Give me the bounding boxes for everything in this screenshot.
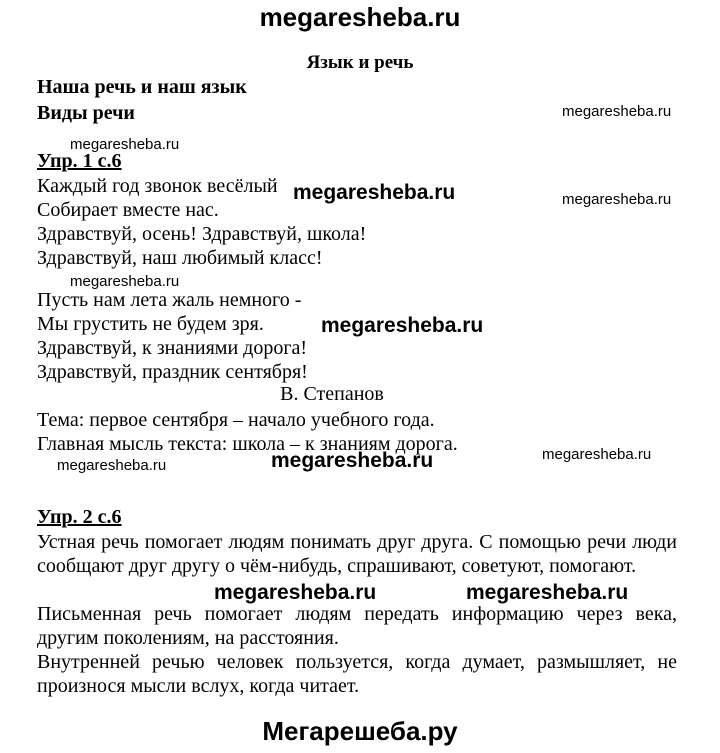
poem-line: Здравствуй, осень! Здравствуй, школа! <box>37 223 367 245</box>
exercise-2-heading: Упр. 2 с.6 <box>37 506 122 528</box>
subtitle-speech-types: Виды речи <box>37 102 135 124</box>
watermark-small: megaresheba.ru <box>57 457 167 474</box>
exercise-1-heading: Упр. 1 с.6 <box>37 150 122 172</box>
poem-line: Здравствуй, наш любимый класс! <box>37 247 323 269</box>
watermark-big: megaresheba.ru <box>293 181 456 204</box>
poem-line: Мы грустить не будем зря. <box>37 313 264 335</box>
watermark-small: megaresheba.ru <box>562 191 672 208</box>
watermark-big: megaresheba.ru <box>466 581 629 604</box>
watermark-big: megaresheba.ru <box>271 449 434 472</box>
watermark-small: megaresheba.ru <box>562 103 672 120</box>
watermark-big: megaresheba.ru <box>214 581 377 604</box>
poem-line: Собирает вместе нас. <box>37 199 219 221</box>
poem-line: Каждый год звонок весёлый <box>37 175 278 197</box>
section-title: Язык и речь <box>306 52 414 73</box>
poem-line: Здравствуй, праздник сентября! <box>37 361 308 383</box>
paragraph-oral-speech: Устная речь помогает людям понимать друг друга. С помощью речи люди сообщают друг другу о чём-нибудь, спрашивают, советуют, помогают. <box>37 531 677 577</box>
site-header: megaresheba.ru <box>259 2 461 32</box>
site-footer: Мегарешеба.ру <box>262 716 458 746</box>
watermark-small: megaresheba.ru <box>70 136 180 153</box>
poem-line: Здравствуй, к знаниями дорога! <box>37 337 308 359</box>
poem-author: В. Степанов <box>280 383 384 405</box>
subtitle-our-speech: Наша речь и наш язык <box>37 76 247 98</box>
watermark-small: megaresheba.ru <box>542 446 652 463</box>
watermark-big: megaresheba.ru <box>321 314 484 337</box>
poem-theme: Тема: первое сентября – начало учебного года. <box>37 409 435 431</box>
watermark-small: megaresheba.ru <box>70 273 180 290</box>
paragraph-inner-speech: Внутренней речью человек пользуется, когда думает, размышляет, не произнося мысли вслух, когда читает. <box>37 651 677 697</box>
poem-main-idea: Главная мысль текста: школа – к знаниям дорога. <box>37 433 458 455</box>
poem-line: Пусть нам лета жаль немного - <box>37 289 302 311</box>
paragraph-written-speech: Письменная речь помогает людям передать информацию через века, другим поколениям, на расстояния. <box>37 603 677 649</box>
